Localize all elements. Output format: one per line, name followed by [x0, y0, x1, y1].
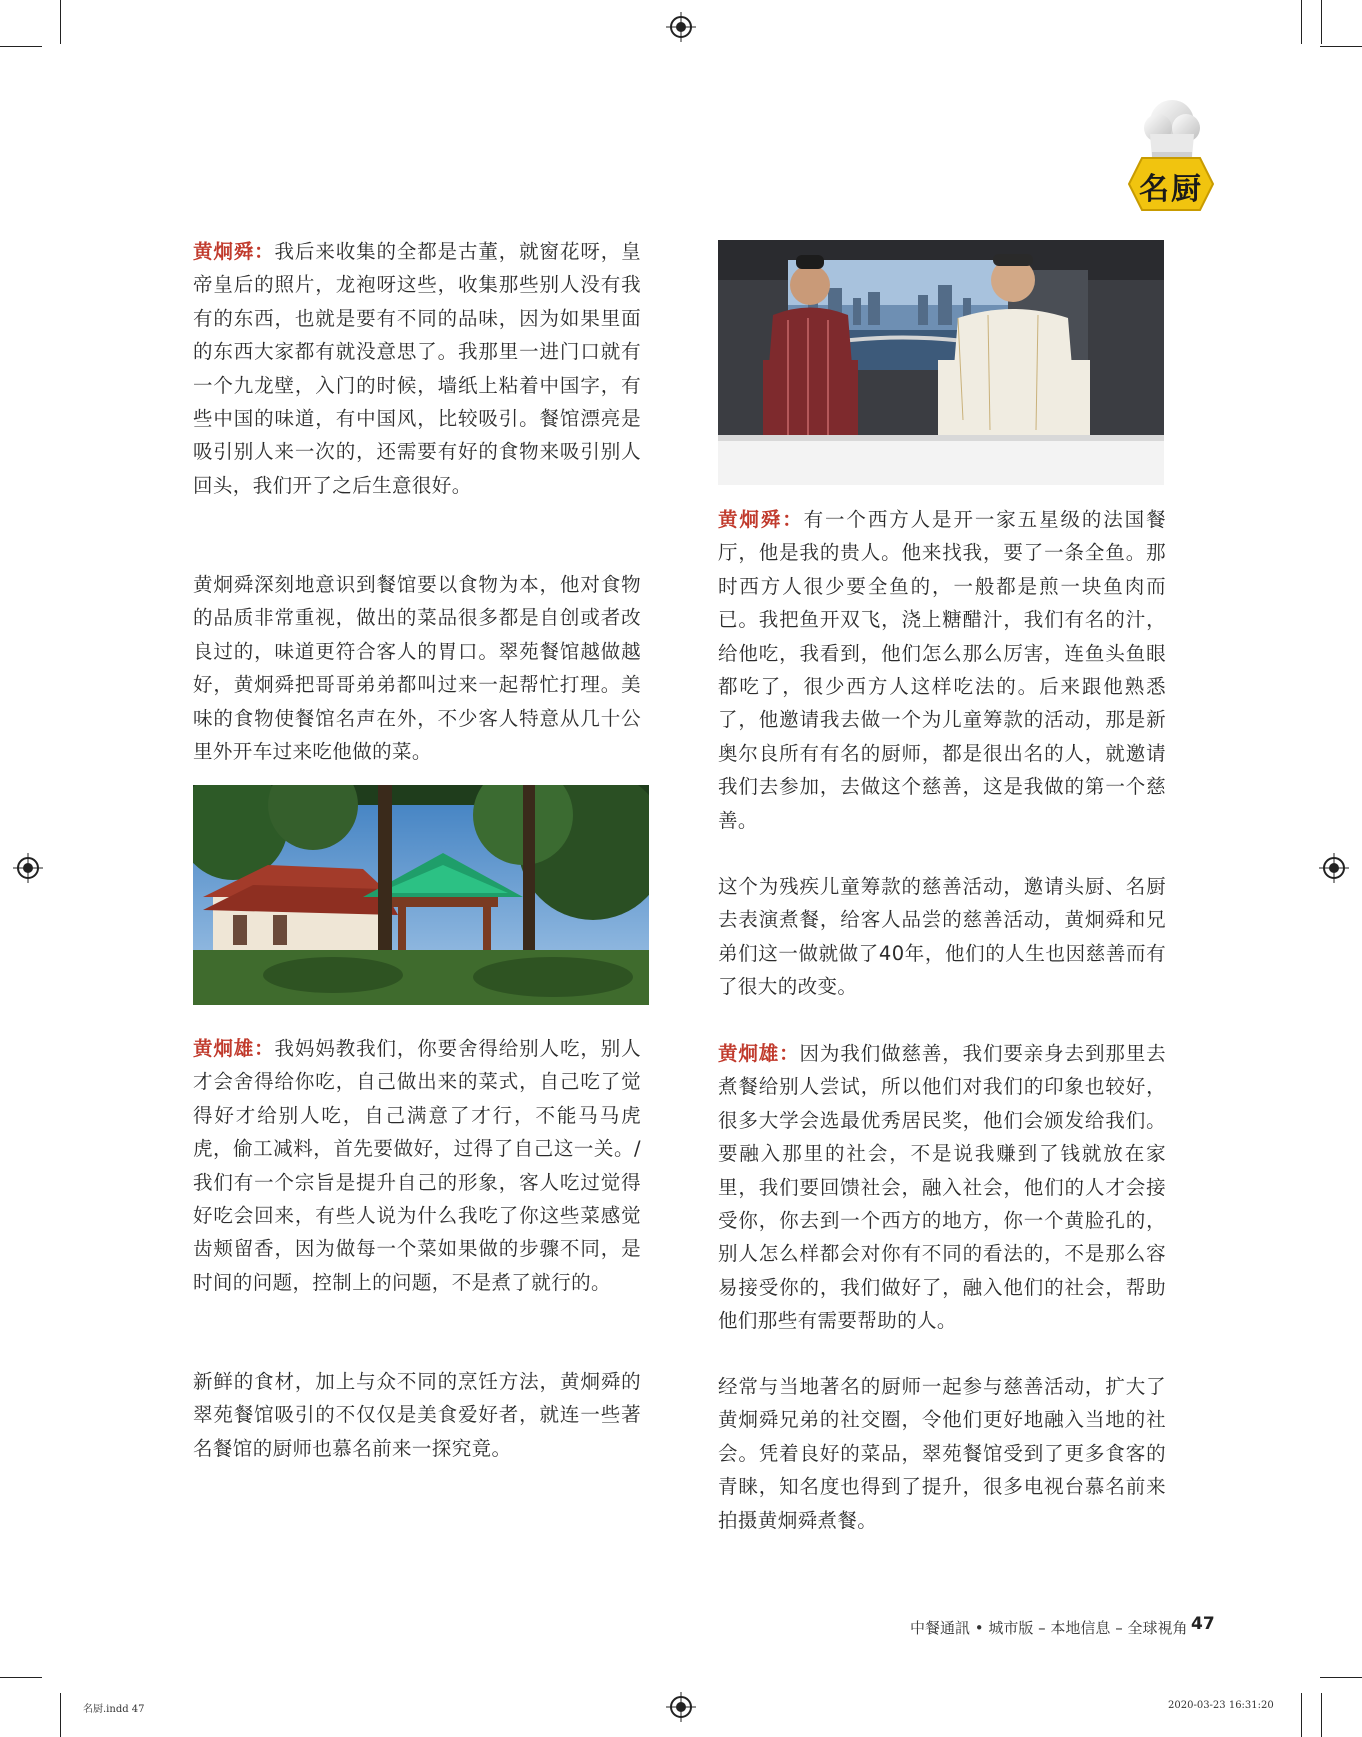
slug-timestamp: 2020-03-23 16:31:20 [1168, 1700, 1274, 1711]
section-badge-label: 名厨 [1139, 172, 1203, 207]
paragraph-text: 这个为残疾儿童筹款的慈善活动，邀请头厨、名厨去表演煮餐，给客人品尝的慈善活动，黄炯舜和兄弟们这一做就做了40年，他们的人生也因慈善而有了很大的改变。 [718, 875, 1166, 999]
body-paragraph [718, 1370, 1166, 1537]
crop-mark [60, 0, 61, 44]
crop-mark [60, 1693, 61, 1737]
interview-paragraph [193, 235, 641, 502]
interview-paragraph [718, 1037, 1166, 1338]
paragraph-text: 新鲜的食材，加上与众不同的烹饪方法，黄炯舜的翠苑餐馆吸引的不仅仅是美食爱好者，就连一些著名餐馆的厨师也慕名前来一探究竟。 [193, 1370, 641, 1460]
page-number: 47 [1191, 1614, 1215, 1634]
restaurant-exterior-photo [193, 785, 649, 1005]
paragraph-text: 黄炯舜深刻地意识到餐馆要以食物为本，他对食物的品质非常重视，做出的菜品很多都是自创或者改良过的，味道更符合客人的胃口。翠苑餐馆越做越好，黄炯舜把哥哥弟弟都叫过来一起帮忙打理。美味的食物使餐馆名声在外，不少客人特意从几十公里外开车过来吃他做的菜。 [193, 573, 641, 764]
body-paragraph [718, 870, 1166, 1004]
speaker-name: 黄炯雄： [718, 1042, 800, 1065]
registration-mark-icon [670, 1696, 692, 1718]
crop-mark [1321, 0, 1322, 44]
paragraph-text: 经常与当地著名的厨师一起参与慈善活动，扩大了黄炯舜兄弟的社交圈，令他们更好地融入当地的社会。凭着良好的菜品，翠苑餐馆受到了更多食客的青睐，知名度也得到了提升，很多电视台慕名前来拍摄黄炯舜煮餐。 [718, 1375, 1166, 1532]
slug-filename: 名厨.indd 47 [83, 1704, 145, 1715]
body-paragraph [193, 568, 641, 768]
interview-paragraph [718, 503, 1166, 837]
speaker-name: 黄炯舜： [193, 240, 275, 263]
crop-mark [0, 1677, 42, 1678]
tv-studio-photo [718, 240, 1164, 485]
publication-footer: 中餐通訊 • 城市版 – 本地信息 – 全球視角 [910, 1619, 1188, 1637]
body-paragraph [193, 1365, 641, 1465]
speaker-name: 黄炯雄： [193, 1037, 275, 1060]
interview-paragraph [193, 1032, 641, 1299]
registration-mark-icon [670, 16, 692, 38]
paragraph-text: 有一个西方人是开一家五星级的法国餐厅，他是我的贵人。他来找我，要了一条全鱼。那时西方人很少要全鱼的，一般都是煎一块鱼肉而已。我把鱼开双飞，浇上糖醋汁，我们有名的汁，给他吃，我看到，他们怎么那么厉害，连鱼头鱼眼都吃了，很少西方人这样吃法的。后来跟他熟悉了，他邀请我去做一个为儿童筹款的活动，那是新奥尔良所有有名的厨师，都是很出名的人，就邀请我们去参加，去做这个慈善，这是我做的第一个慈善。 [718, 508, 1166, 832]
crop-mark [1321, 1693, 1322, 1737]
registration-mark-icon [1323, 857, 1345, 879]
paragraph-text: 因为我们做慈善，我们要亲身去到那里去煮餐给别人尝试，所以他们对我们的印象也较好，很多大学会选最优秀居民奖，他们会颁发给我们。要融入那里的社会，不是说我赚到了钱就放在家里，我们要回馈社会，融入社会，他们的人才会接受你，你去到一个西方的地方，你一个黄脸孔的，别人怎么样都会对你有不同的看法的，不是那么容易接受你的，我们做好了，融入他们的社会，帮助他们那些有需要帮助的人。 [718, 1042, 1166, 1333]
crop-mark [1301, 1693, 1302, 1737]
registration-mark-icon [17, 857, 39, 879]
crop-mark [1301, 0, 1302, 44]
crop-mark [1320, 1677, 1362, 1678]
paragraph-text: 我妈妈教我们，你要舍得给别人吃，别人才会舍得给你吃，自己做出来的菜式，自己吃了觉得好才给别人吃，自己满意了才行，不能马马虎虎，偷工减料，首先要做好，过得了自己这一关。/我们有一个宗旨是提升自己的形象，客人吃过觉得好吃会回来，有些人说为什么我吃了你这些菜感觉齿颊留香，因为做每一个菜如果做的步骤不同，是时间的问题，控制上的问题，不是煮了就行的。 [193, 1037, 641, 1294]
speaker-name: 黄炯舜： [718, 508, 804, 531]
crop-mark [1320, 46, 1362, 47]
crop-mark [0, 46, 42, 47]
paragraph-text: 我后来收集的全都是古董，就窗花呀，皇帝皇后的照片，龙袍呀这些，收集那些别人没有我有的东西，也就是要有不同的品味，因为如果里面的东西大家都有就没意思了。我那里一进门口就有一个九龙壁，入门的时候，墙纸上粘着中国字，有些中国的味道，有中国风，比较吸引。餐馆漂亮是吸引别人来一次的，还需要有好的食物来吸引别人回头，我们开了之后生意很好。 [193, 240, 641, 497]
section-badge [1128, 96, 1214, 206]
